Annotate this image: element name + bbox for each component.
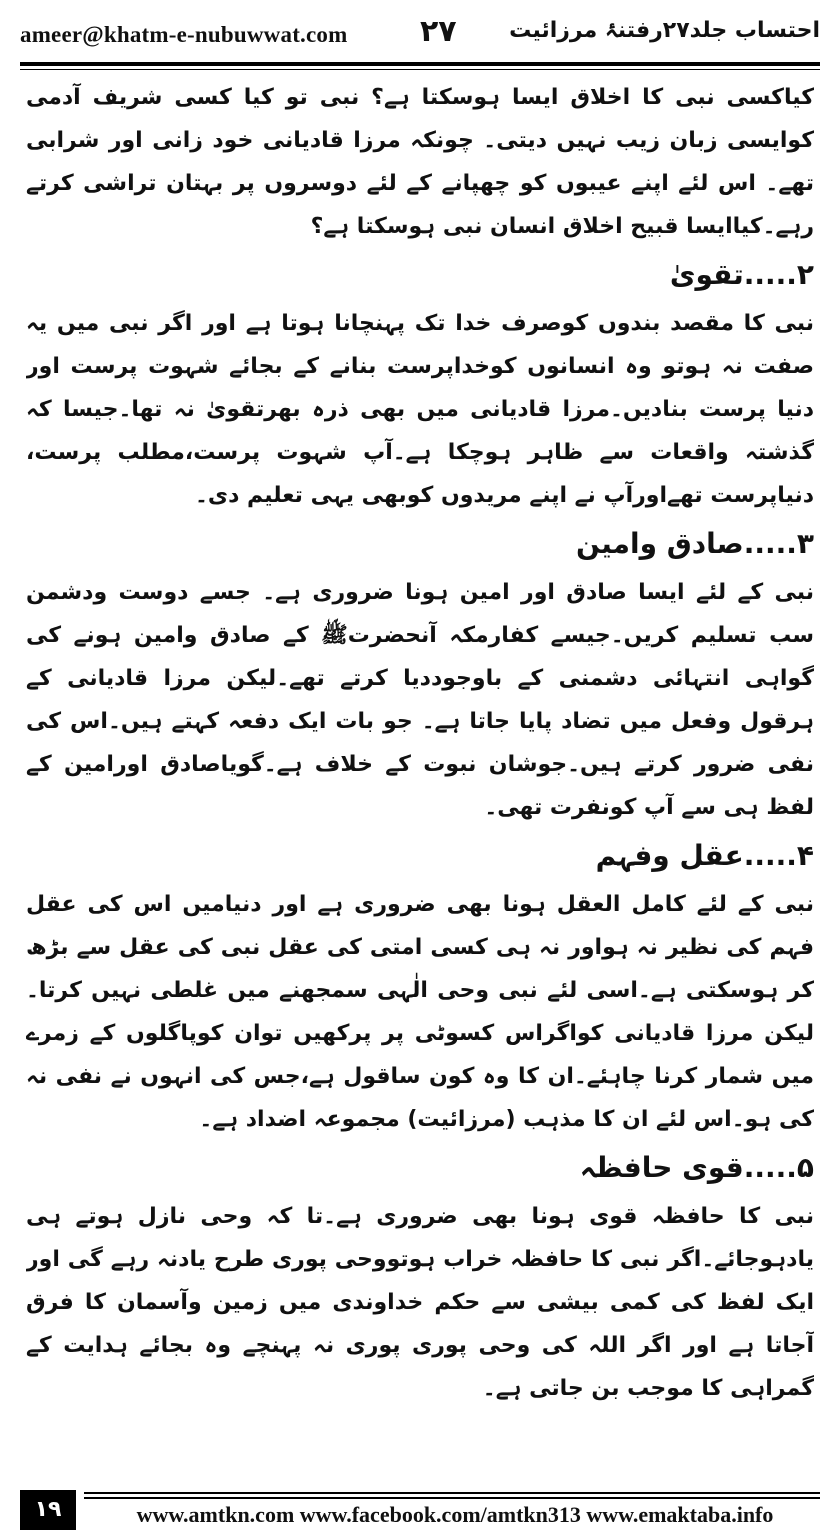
paragraph-2: نبی کا مقصد بندوں کوصرف خدا تک پہنچانا ہوتا ہے اور اگر نبی میں یہ صفت نہ ہوتو وہ انسانوں کوخداپرست بنانے کے بجائے شہوت پرست اور دنیا پرست بنادیں۔مرزا قادیانی میں بھی ذرہ بھرتقویٰ نہ تھا۔جیسا کہ گذشتہ واقعات سے ظاہر ہوچکا ہے۔آپ شہوت پرست،مطلب پرست، دنیاپرست تھےاورآپ نے اپنے مریدوں کوبھی یہی تعلیم دی۔: [26, 311, 814, 508]
heading-sadiq-amin: ۳.....صادق وامین: [576, 527, 814, 560]
header-email: ameer@khatm-e-nubuwwat.com: [20, 22, 348, 47]
heading-taqwa: ۲.....تقویٰ: [669, 258, 814, 291]
footer-links[interactable]: www.amtkn.com www.facebook.com/amtkn313 www.emaktaba.info: [136, 1502, 774, 1527]
footer-rule-bottom: [84, 1497, 820, 1499]
paragraph-1: کیاکسی نبی کا اخلاق ایسا ہوسکتا ہے؟ نبی تو کیا کسی شریف آدمی کوایسی زبان زیب نہیں دیتی۔ چونکہ مرزا قادیانی خود زانی اور شرابی تھے۔ اس لئے اپنے عیبوں کو چھپانے کے لئے دوسروں پر بہتان تراشی کرتے رہے۔کیاایسا قبیح اخلاق انسان نبی ہوسکتا ہے؟: [26, 85, 814, 239]
paragraph-3: نبی کے لئے ایسا صادق اور امین ہونا ضروری ہے۔ جسے دوست ودشمن سب تسلیم کریں۔جیسے کفارمکہ آنحضرتﷺ کے صادق وامین ہونے کی گواہی انتہائی دشمنی کے باوجوددیا کرتے تھے۔لیکن مرزا قادیانی کے ہرقول وفعل میں تضاد پایا جاتا ہے۔ جو بات ایک دفعہ کہتے ہیں۔اس کی نفی ضرور کرتے ہیں۔جوشان نبوت کے خلاف ہے۔گویاصادق اورامین کے لفظ ہی سے آپ کونفرت تھی۔: [26, 580, 814, 820]
header-book-title: احتساب جلد۲۷رفتنۂ مرزائیت: [509, 18, 820, 43]
heading-aql-fahm: ۴.....عقل وفہم: [595, 839, 814, 872]
body-text: [26, 76, 814, 1438]
paragraph-5: نبی کا حافظہ قوی ہونا بھی ضروری ہے۔تا کہ وحی نازل ہوتے ہی یادہوجائے۔اگر نبی کا حافظہ خراب ہوتووحی پوری طرح یادنہ رہے گی اور ایک لفظ کی کمی بیشی سے حکم خداوندی میں زمین وآسمان کا فرق آجاتا ہے اور اگر اللہ کی وحی پوری پوری نہ پہنچے وہ بجائے ہدایت کے گمراہی کا موجب بن جاتی ہے۔: [26, 1204, 814, 1401]
paragraph-4: نبی کے لئے کامل العقل ہونا بھی ضروری ہے اور دنیامیں اس کی عقل فہم کی نظیر نہ ہواور نہ ہی کسی امتی کی عقل نبی کی عقل سے بڑھ کر ہوسکتی ہے۔اسی لئے نبی وحی الٰہی سمجھنے میں غلطی نہیں کرتا۔لیکن مرزا قادیانی کواگراس کسوٹی پر پرکھیں توان کوپاگلوں کے زمرے میں شمار کرنا چاہئے۔ان کا وہ کون ساقول ہے،جس کی انہوں نے نفی نہ کی ہو۔اس لئے ان کا مذہب (مرزائیت) مجموعہ اضداد ہے۔: [26, 892, 814, 1132]
header-rule-thick: [20, 62, 820, 66]
page-footer: [20, 1490, 820, 1534]
footer-rule-top: [84, 1492, 820, 1494]
page-header: [20, 12, 820, 56]
footer-page-number: ۱۹: [20, 1490, 76, 1530]
header-rule-thin: [20, 69, 820, 70]
heading-qawi-hafiza: ۵.....قوی حافظہ: [579, 1151, 814, 1184]
header-page-number: ۲۷: [420, 14, 457, 49]
